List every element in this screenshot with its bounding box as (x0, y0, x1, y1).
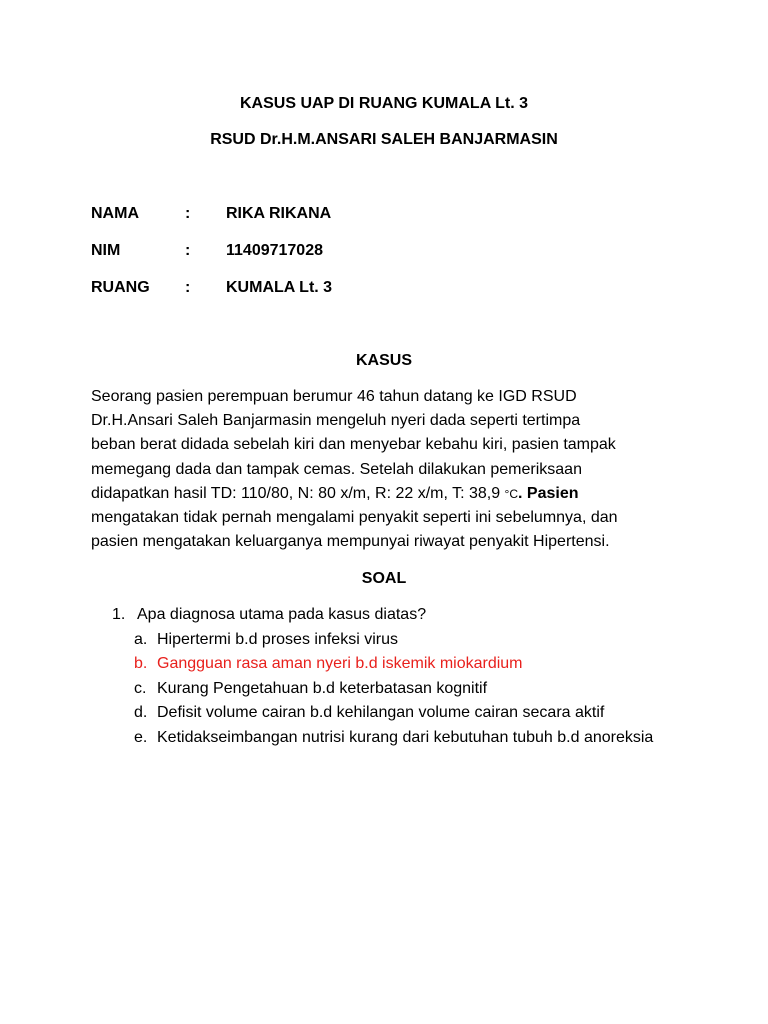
question-number: 1. (112, 606, 126, 623)
case-line: mengatakan tidak pernah mengalami penyakit seperti ini sebelumnya, dan (91, 509, 618, 527)
info-row-ruang (91, 278, 691, 298)
case-line: Seorang pasien perempuan berumur 46 tahun datang ke IGD RSUD (91, 388, 577, 405)
hospital-name: RSUD Dr.H.M.ANSARI SALEH BANJARMASIN (210, 131, 558, 148)
case-line: beban berat didada sebelah kiri dan menyebar kebahu kiri, pasien tampak (91, 436, 616, 454)
option-letter: d. (134, 704, 148, 721)
option-letter: a. (134, 630, 148, 648)
case-line: pasien mengatakan keluarganya mempunyai riwayat penyakit Hipertensi. (91, 533, 610, 551)
option-letter: c. (134, 679, 147, 697)
info-colon: : (185, 279, 191, 296)
info-value-ruang: KUMALA Lt. 3 (226, 279, 333, 296)
quiz-heading: SOAL (361, 570, 407, 587)
option-text: Hipertermi b.d proses infeksi virus (157, 630, 398, 648)
vitals-text: didapatkan hasil TD: 110/80, N: 80 x/m, R: 22 x/m, T: 38,9 (91, 484, 505, 502)
info-value-nama: RIKA RIKANA (226, 205, 332, 222)
option-text: Gangguan rasa aman nyeri b.d iskemik miokardium (157, 655, 523, 672)
case-line-vitals (91, 482, 691, 506)
info-label-ruang: RUANG (91, 279, 150, 296)
question-1 (112, 603, 712, 775)
info-label-nim: NIM (91, 242, 121, 259)
case-line: memegang dada dan tampak cemas. Setelah dilakukan pemeriksaan (91, 460, 582, 478)
info-label-nama: NAMA (91, 205, 139, 222)
option-letter: b. (134, 655, 148, 672)
option-text: Ketidakseimbangan nutrisi kurang dari kebutuhan tubuh b.d anoreksia (157, 728, 654, 746)
case-line: Dr.H.Ansari Saleh Banjarmasin mengeluh nyeri dada seperti tertimpa (91, 412, 581, 430)
option-text: Defisit volume cairan b.d kehilangan volume cairan secara aktif (157, 704, 605, 721)
option-b-correct-answer (112, 652, 712, 677)
document-title: KASUS UAP DI RUANG KUMALA Lt. 3 (239, 95, 528, 112)
case-paragraph (91, 385, 691, 554)
info-row-nim (91, 241, 691, 261)
option-a (112, 628, 712, 653)
info-row-nama (91, 204, 691, 224)
question-line (112, 603, 712, 628)
info-value-nim: 11409717028 (226, 242, 323, 259)
info-colon: : (185, 242, 191, 259)
vitals-text-end: . Pasien (518, 484, 579, 502)
option-c (112, 677, 712, 702)
case-heading: KASUS (355, 352, 412, 369)
option-d (112, 701, 712, 726)
info-colon: : (185, 205, 191, 222)
temperature-unit: °C (504, 486, 519, 501)
option-letter: e. (134, 728, 148, 746)
option-text: Kurang Pengetahuan b.d keterbatasan kognitif (157, 679, 488, 697)
question-text: Apa diagnosa utama pada kasus diatas? (137, 606, 427, 623)
option-e (112, 726, 712, 775)
